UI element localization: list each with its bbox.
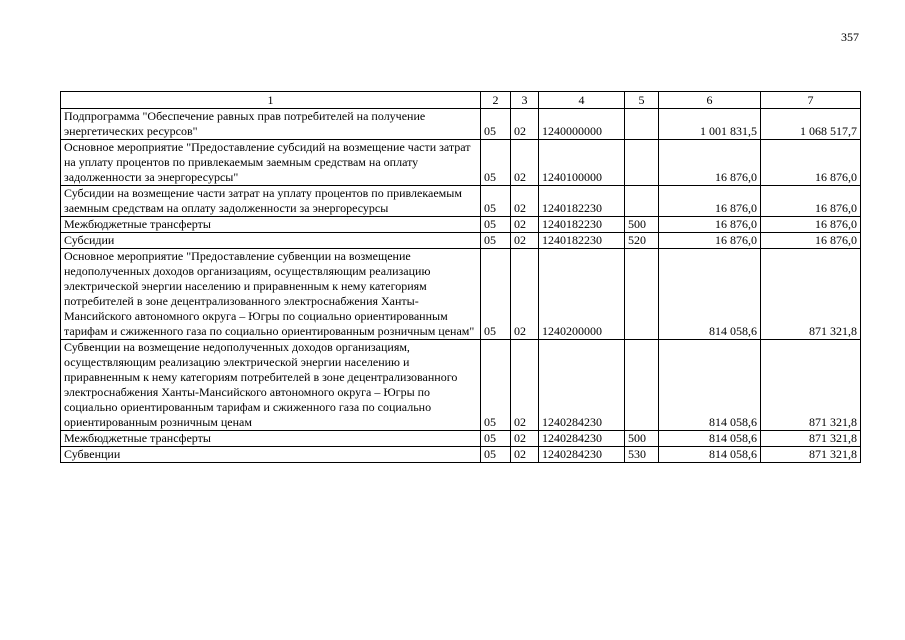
vr-cell [625, 249, 659, 340]
vr-cell [625, 340, 659, 431]
sum2-cell: 16 876,0 [761, 140, 861, 186]
vr-cell: 530 [625, 447, 659, 463]
vr-cell: 500 [625, 217, 659, 233]
sum1-cell: 16 876,0 [659, 140, 761, 186]
sum2-cell: 871 321,8 [761, 340, 861, 431]
pr-cell: 02 [511, 340, 539, 431]
sum1-cell: 16 876,0 [659, 217, 761, 233]
table-row [61, 233, 861, 249]
pr-cell: 02 [511, 249, 539, 340]
sum1-cell: 1 001 831,5 [659, 109, 761, 140]
vr-cell [625, 109, 659, 140]
row-name-cell: Субсидии [61, 233, 481, 249]
sum2-cell: 871 321,8 [761, 447, 861, 463]
rz-cell: 05 [481, 431, 511, 447]
sum1-cell: 16 876,0 [659, 233, 761, 249]
rz-cell: 05 [481, 109, 511, 140]
vr-cell [625, 140, 659, 186]
row-name-cell: Субсидии на возмещение части затрат на уплату процентов по привлекаемым заемным средствам на оплату задолженности за энергоресурсы [61, 186, 481, 217]
row-name-cell: Основное мероприятие "Предоставление субсидий на возмещение части затрат на уплату процентов по привлекаемым заемным средствам на оплату задолженности за энергоресурсы" [61, 140, 481, 186]
table-row [61, 249, 861, 340]
row-name-cell: Субвенции на возмещение недополученных доходов организациям, осуществляющим реализацию электрической энергии населению и приравненным к нему категориям потребителей в зоне децентрализованного электроснабжения Ханты-Мансийского автономного округа – Югры по социально ориентированным тарифам и сжиженного газа по социально ориентированным розничным ценам [61, 340, 481, 431]
sum2-cell: 871 321,8 [761, 249, 861, 340]
sum2-cell: 1 068 517,7 [761, 109, 861, 140]
rz-cell: 05 [481, 340, 511, 431]
header-cell-sum2: 7 [761, 92, 861, 109]
pr-cell: 02 [511, 140, 539, 186]
pr-cell: 02 [511, 233, 539, 249]
csr-cell: 1240284230 [539, 447, 625, 463]
csr-cell: 1240200000 [539, 249, 625, 340]
vr-cell: 500 [625, 431, 659, 447]
sum1-cell: 814 058,6 [659, 447, 761, 463]
pr-cell: 02 [511, 186, 539, 217]
header-cell-csr: 4 [539, 92, 625, 109]
row-name-cell: Основное мероприятие "Предоставление субвенции на возмещение недополученных доходов организациям, осуществляющим реализацию электрической энергии населению и приравненным к нему категориям потребителей в зоне децентрализованного электроснабжения Ханты-Мансийского автономного округа – Югры по социально ориентированным тарифам и сжиженного газа по социально ориентированным розничным ценам" [61, 249, 481, 340]
sum2-cell: 16 876,0 [761, 186, 861, 217]
row-name-cell: Субвенции [61, 447, 481, 463]
table-row [61, 109, 861, 140]
sum1-cell: 814 058,6 [659, 249, 761, 340]
rz-cell: 05 [481, 249, 511, 340]
sum1-cell: 814 058,6 [659, 431, 761, 447]
csr-cell: 1240182230 [539, 186, 625, 217]
csr-cell: 1240182230 [539, 217, 625, 233]
sum2-cell: 16 876,0 [761, 233, 861, 249]
csr-cell: 1240000000 [539, 109, 625, 140]
pr-cell: 02 [511, 217, 539, 233]
pr-cell: 02 [511, 109, 539, 140]
sum2-cell: 16 876,0 [761, 217, 861, 233]
table-row [61, 217, 861, 233]
row-name-cell: Межбюджетные трансферты [61, 431, 481, 447]
vr-cell [625, 186, 659, 217]
row-name-cell: Подпрограмма "Обеспечение равных прав потребителей на получение энергетических ресурсов" [61, 109, 481, 140]
rz-cell: 05 [481, 186, 511, 217]
table-header-row [61, 92, 861, 109]
table-row [61, 340, 861, 431]
rz-cell: 05 [481, 140, 511, 186]
csr-cell: 1240284230 [539, 431, 625, 447]
vr-cell: 520 [625, 233, 659, 249]
header-cell-name: 1 [61, 92, 481, 109]
row-name-cell: Межбюджетные трансферты [61, 217, 481, 233]
pr-cell: 02 [511, 431, 539, 447]
sum1-cell: 16 876,0 [659, 186, 761, 217]
table-row [61, 447, 861, 463]
sum2-cell: 871 321,8 [761, 431, 861, 447]
table-row [61, 186, 861, 217]
header-cell-sum1: 6 [659, 92, 761, 109]
table-row [61, 431, 861, 447]
csr-cell: 1240284230 [539, 340, 625, 431]
table-row [61, 140, 861, 186]
rz-cell: 05 [481, 233, 511, 249]
budget-table [60, 91, 861, 463]
header-cell-rz: 2 [481, 92, 511, 109]
page-number: 357 [841, 30, 859, 44]
csr-cell: 1240182230 [539, 233, 625, 249]
csr-cell: 1240100000 [539, 140, 625, 186]
rz-cell: 05 [481, 217, 511, 233]
pr-cell: 02 [511, 447, 539, 463]
sum1-cell: 814 058,6 [659, 340, 761, 431]
header-cell-vr: 5 [625, 92, 659, 109]
rz-cell: 05 [481, 447, 511, 463]
header-cell-pr: 3 [511, 92, 539, 109]
